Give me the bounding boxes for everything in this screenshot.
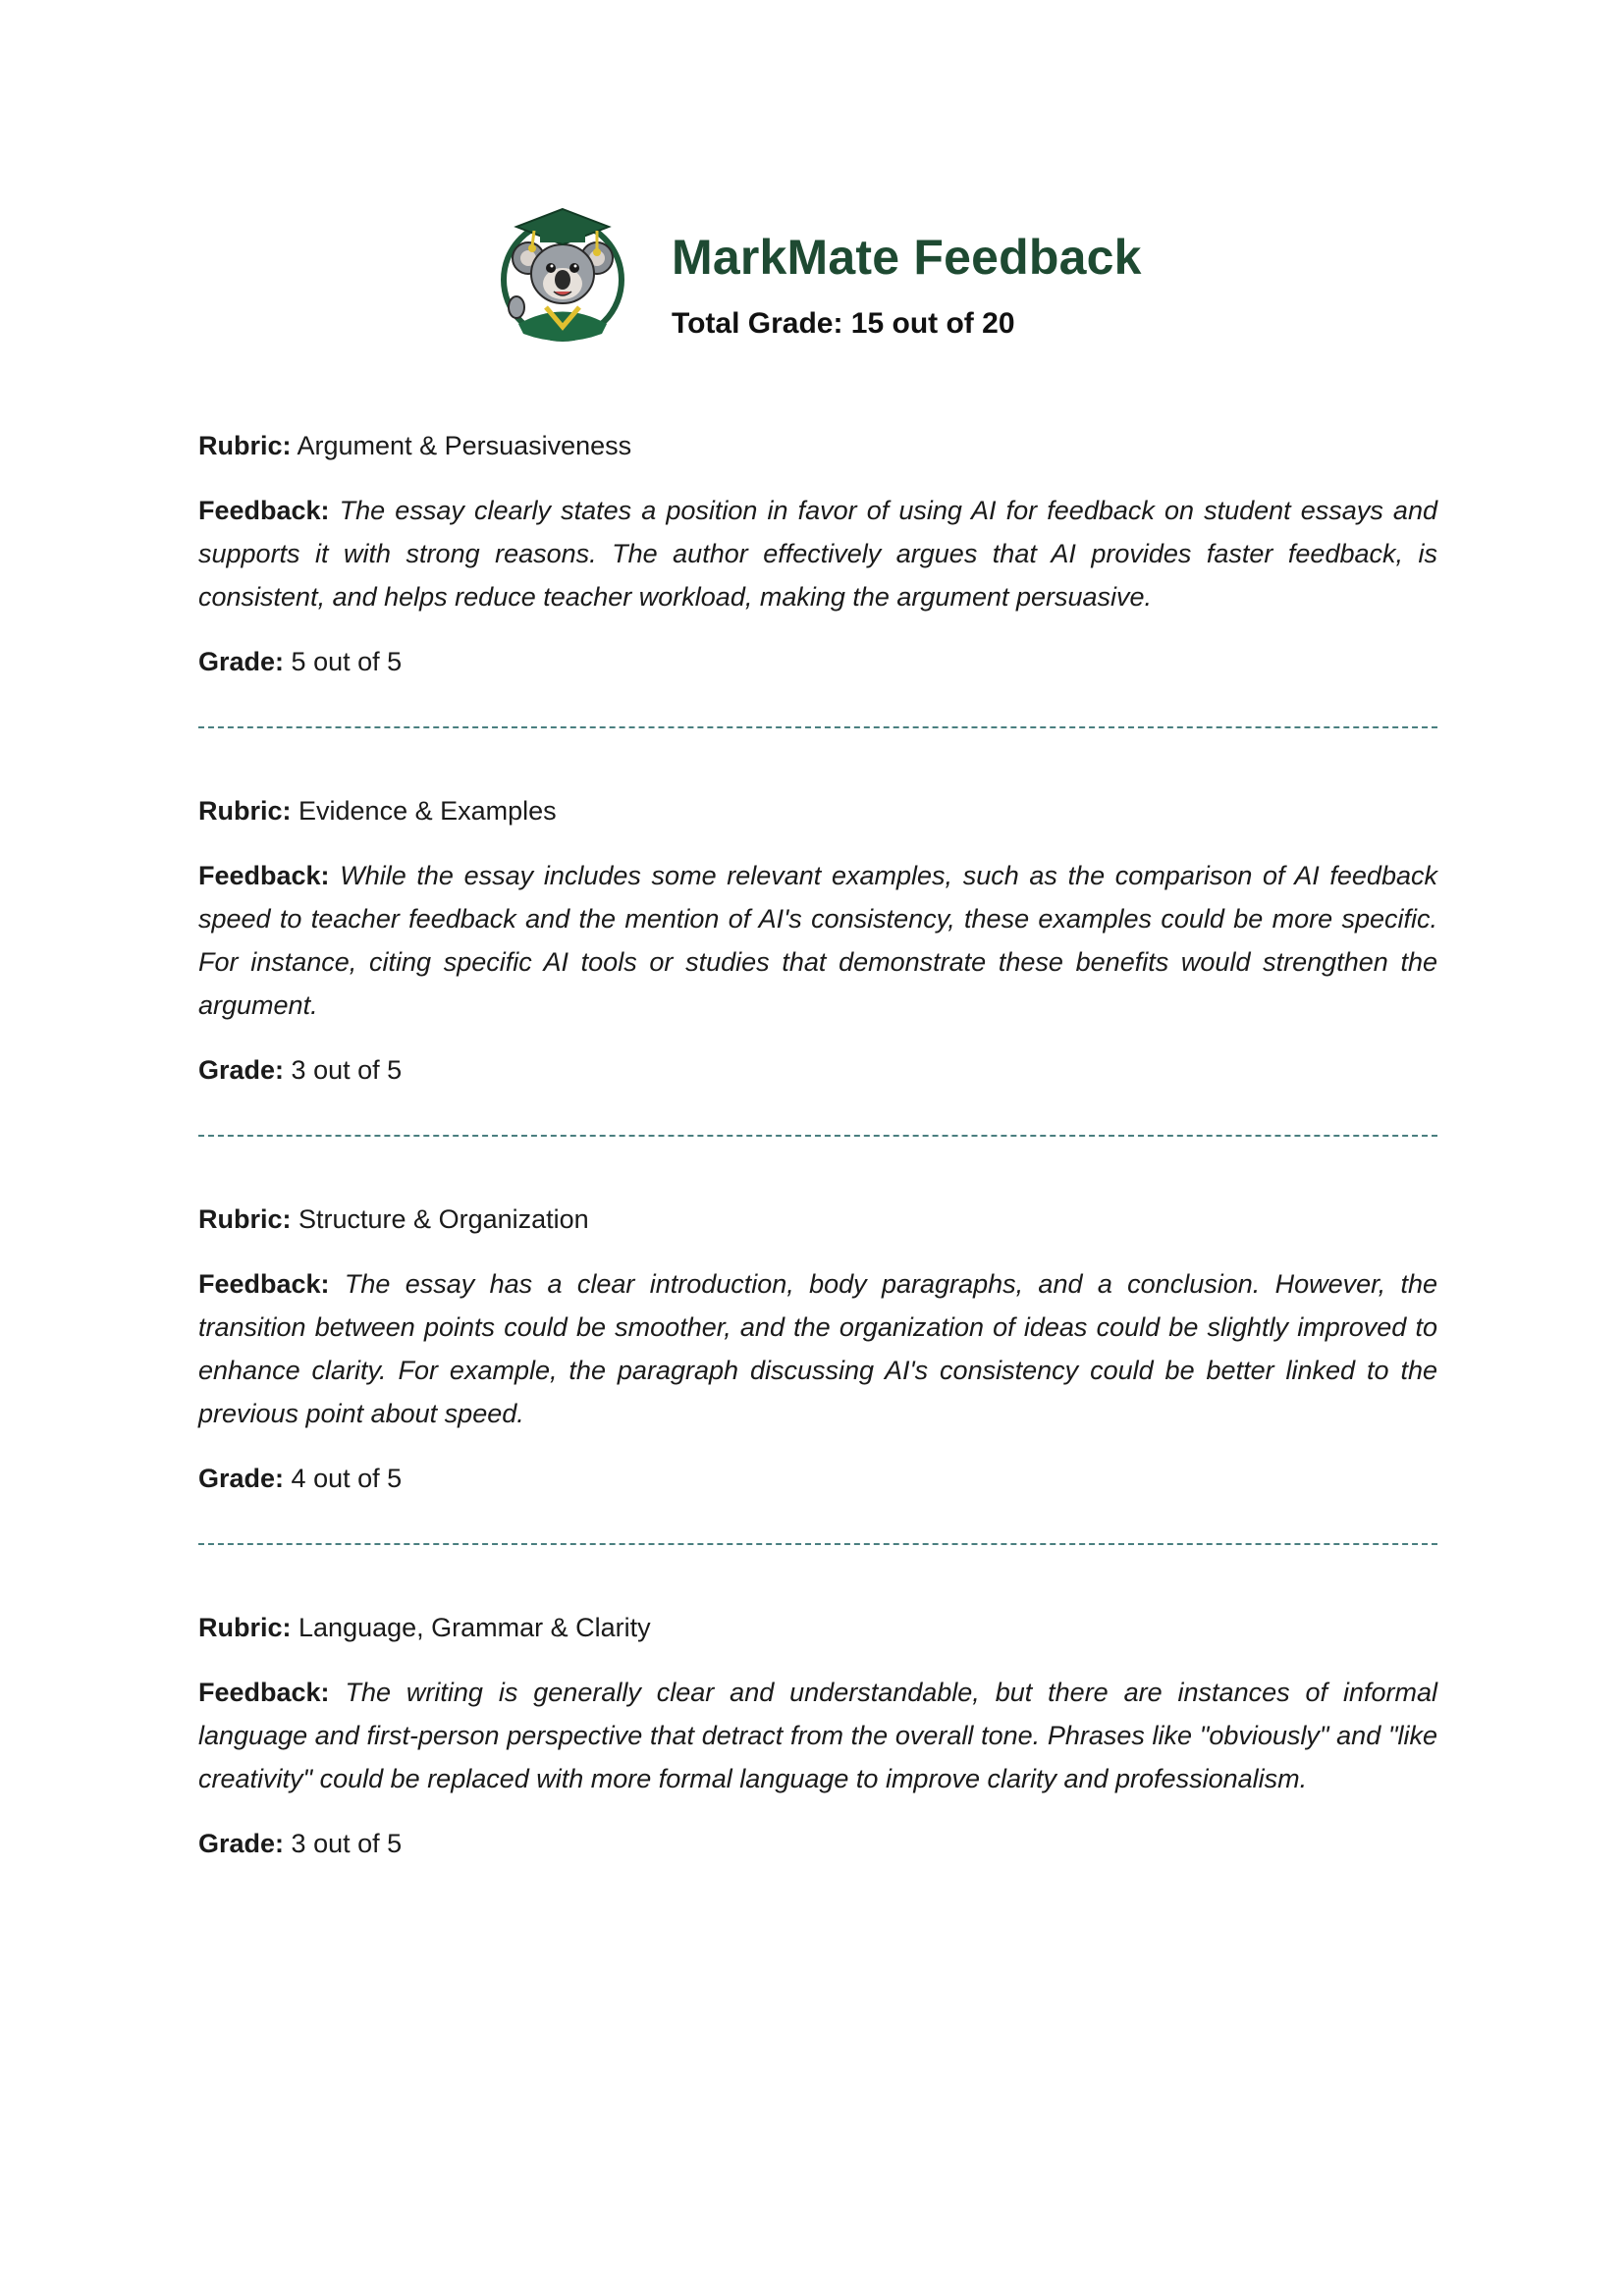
feedback-line <box>198 1262 1437 1435</box>
rubric-section <box>198 1198 1437 1500</box>
report-header <box>499 201 1186 348</box>
feedback-text: While the essay includes some relevant examples, such as the comparison of AI feedback speed to teacher feedback and the mention of AI's consistency, these examples could be more specific. For instance, citing specific AI tools or studies that demonstrate these benefits would strengthen the argument. <box>198 861 1437 1020</box>
feedback-line <box>198 854 1437 1027</box>
feedback-label: Feedback: <box>198 496 330 525</box>
grade-line <box>198 1048 1437 1092</box>
feedback-line <box>198 1671 1437 1800</box>
page-title: MarkMate Feedback <box>672 230 1142 285</box>
rubric-line <box>198 789 1437 832</box>
grade-label: Grade: <box>198 647 285 676</box>
rubric-name: Evidence & Examples <box>298 796 557 826</box>
grade-value: 3 out of 5 <box>291 1055 403 1085</box>
rubric-line <box>198 1198 1437 1241</box>
feedback-text: The essay clearly states a position in favor of using AI for feedback on student essays and supports it with strong reasons. The author effectively argues that AI provides faster feedback, is consistent, and helps reduce teacher workload, making the argument persuasive. <box>198 496 1437 612</box>
rubric-section <box>198 424 1437 683</box>
grade-value: 5 out of 5 <box>291 647 403 676</box>
rubric-line <box>198 424 1437 467</box>
rubric-name: Argument & Persuasiveness <box>297 431 632 460</box>
feedback-text: The writing is generally clear and understandable, but there are instances of informal language and first-person perspective that detract from the overall tone. Phrases like "obviously" and "like creativity" could be replaced with more formal language to improve clarity and professionalism. <box>198 1678 1437 1793</box>
total-grade: Total Grade: 15 out of 20 <box>672 307 1015 340</box>
grade-line <box>198 1457 1437 1500</box>
rubric-section <box>198 1606 1437 1865</box>
grade-label: Grade: <box>198 1055 285 1085</box>
grade-label: Grade: <box>198 1829 285 1858</box>
rubric-name: Language, Grammar & Clarity <box>298 1613 651 1642</box>
section-divider <box>198 726 1437 730</box>
rubric-line <box>198 1606 1437 1649</box>
grade-line <box>198 1822 1437 1865</box>
feedback-label: Feedback: <box>198 1678 330 1707</box>
grade-line <box>198 640 1437 683</box>
grade-value: 3 out of 5 <box>291 1829 403 1858</box>
feedback-line <box>198 489 1437 618</box>
rubric-section <box>198 789 1437 1092</box>
rubric-label: Rubric: <box>198 1204 292 1234</box>
rubric-label: Rubric: <box>198 431 292 460</box>
feedback-label: Feedback: <box>198 861 330 890</box>
section-divider <box>198 1135 1437 1139</box>
rubric-label: Rubric: <box>198 796 292 826</box>
koala-graduate-icon <box>499 201 626 348</box>
section-divider <box>198 1543 1437 1547</box>
feedback-text: The essay has a clear introduction, body paragraphs, and a conclusion. However, the transition between points could be smoother, and the organization of ideas could be slightly improved to enhance clarity. For example, the paragraph discussing AI's consistency could be better linked to the previous point about speed. <box>198 1269 1437 1428</box>
grade-value: 4 out of 5 <box>291 1464 403 1493</box>
rubric-name: Structure & Organization <box>298 1204 589 1234</box>
grade-label: Grade: <box>198 1464 285 1493</box>
rubric-label: Rubric: <box>198 1613 292 1642</box>
feedback-label: Feedback: <box>198 1269 330 1299</box>
